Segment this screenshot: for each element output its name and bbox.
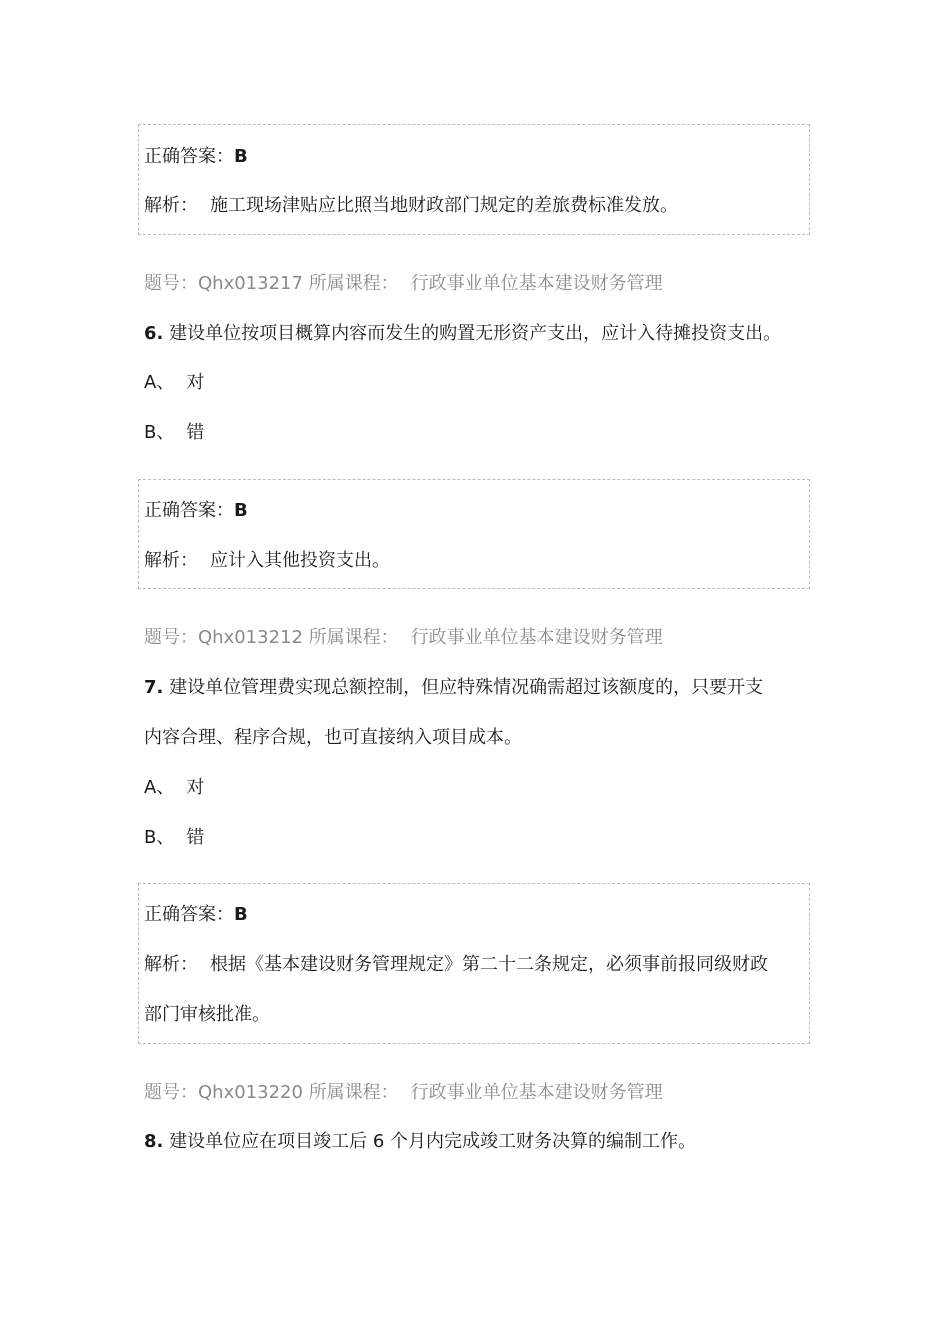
correct-answer-label: 正确答案： (144, 146, 234, 167)
question-meta-6 (144, 272, 663, 296)
question-text-8 (144, 1130, 696, 1154)
option-a-7[interactable]: A、 对 (144, 777, 205, 798)
correct-answer-value: B (234, 146, 248, 167)
correct-answer-label: 正确答案： (144, 904, 234, 925)
analysis-line-cont (144, 1003, 270, 1027)
analysis-label: 解析： (144, 195, 198, 216)
question-number: 8. (144, 1131, 164, 1152)
question-id: Qhx013212 (198, 627, 303, 648)
course-label: 所属课程： (308, 1082, 399, 1103)
question-text-6 (144, 322, 781, 346)
option-text: 错 (186, 422, 205, 443)
question-no-label: 题号： (144, 627, 198, 648)
answer-box-6 (138, 479, 810, 589)
option-a-6[interactable]: A、 对 (144, 372, 205, 393)
analysis-text: 应计入其他投资支出。 (210, 550, 390, 571)
option-text: 对 (186, 777, 205, 798)
correct-answer-line (144, 499, 248, 523)
question-text: 内容合理、程序合规，也可直接纳入项目成本。 (144, 727, 522, 748)
analysis-line (144, 194, 678, 218)
question-text: 建设单位应在项目竣工后 6 个月内完成竣工财务决算的编制工作。 (169, 1131, 697, 1152)
analysis-text: 根据《基本建设财务管理规定》第二十二条规定，必须事前报同级财政 (210, 954, 768, 975)
option-b-7[interactable]: B、 错 (144, 827, 205, 848)
option-key: B (144, 827, 157, 848)
answer-box-prev (138, 124, 810, 235)
option-text: 错 (186, 827, 205, 848)
option-b-6[interactable]: B、 错 (144, 422, 205, 443)
correct-answer-label: 正确答案： (144, 500, 234, 521)
course-name: 行政事业单位基本建设财务管理 (410, 273, 663, 294)
question-meta-7 (144, 626, 663, 650)
option-key: A (144, 777, 157, 798)
option-text: 对 (186, 372, 205, 393)
correct-answer-line (144, 145, 248, 169)
question-text: 建设单位管理费实现总额控制，但应特殊情况确需超过该额度的，只要开支 (169, 677, 764, 698)
analysis-line (144, 549, 390, 573)
course-name: 行政事业单位基本建设财务管理 (410, 627, 663, 648)
question-text: 建设单位按项目概算内容而发生的购置无形资产支出，应计入待摊投资支出。 (169, 323, 782, 344)
answer-box-7 (138, 883, 810, 1044)
question-id: Qhx013217 (198, 273, 303, 294)
question-no-label: 题号： (144, 273, 198, 294)
correct-answer-value: B (234, 500, 248, 521)
course-label: 所属课程： (308, 273, 399, 294)
option-key: B (144, 422, 157, 443)
question-text-7 (144, 676, 763, 700)
analysis-label: 解析： (144, 954, 198, 975)
question-number: 7. (144, 677, 164, 698)
course-label: 所属课程： (308, 627, 399, 648)
question-number: 6. (144, 323, 164, 344)
question-meta-8 (144, 1081, 663, 1105)
analysis-text: 施工现场津贴应比照当地财政部门规定的差旅费标准发放。 (210, 195, 678, 216)
question-no-label: 题号： (144, 1082, 198, 1103)
correct-answer-line (144, 903, 248, 927)
course-name: 行政事业单位基本建设财务管理 (410, 1082, 663, 1103)
analysis-text: 部门审核批准。 (144, 1004, 270, 1025)
question-text-7-cont (144, 726, 522, 750)
analysis-label: 解析： (144, 550, 198, 571)
question-id: Qhx013220 (198, 1082, 303, 1103)
option-key: A (144, 372, 157, 393)
correct-answer-value: B (234, 904, 248, 925)
analysis-line (144, 953, 768, 977)
